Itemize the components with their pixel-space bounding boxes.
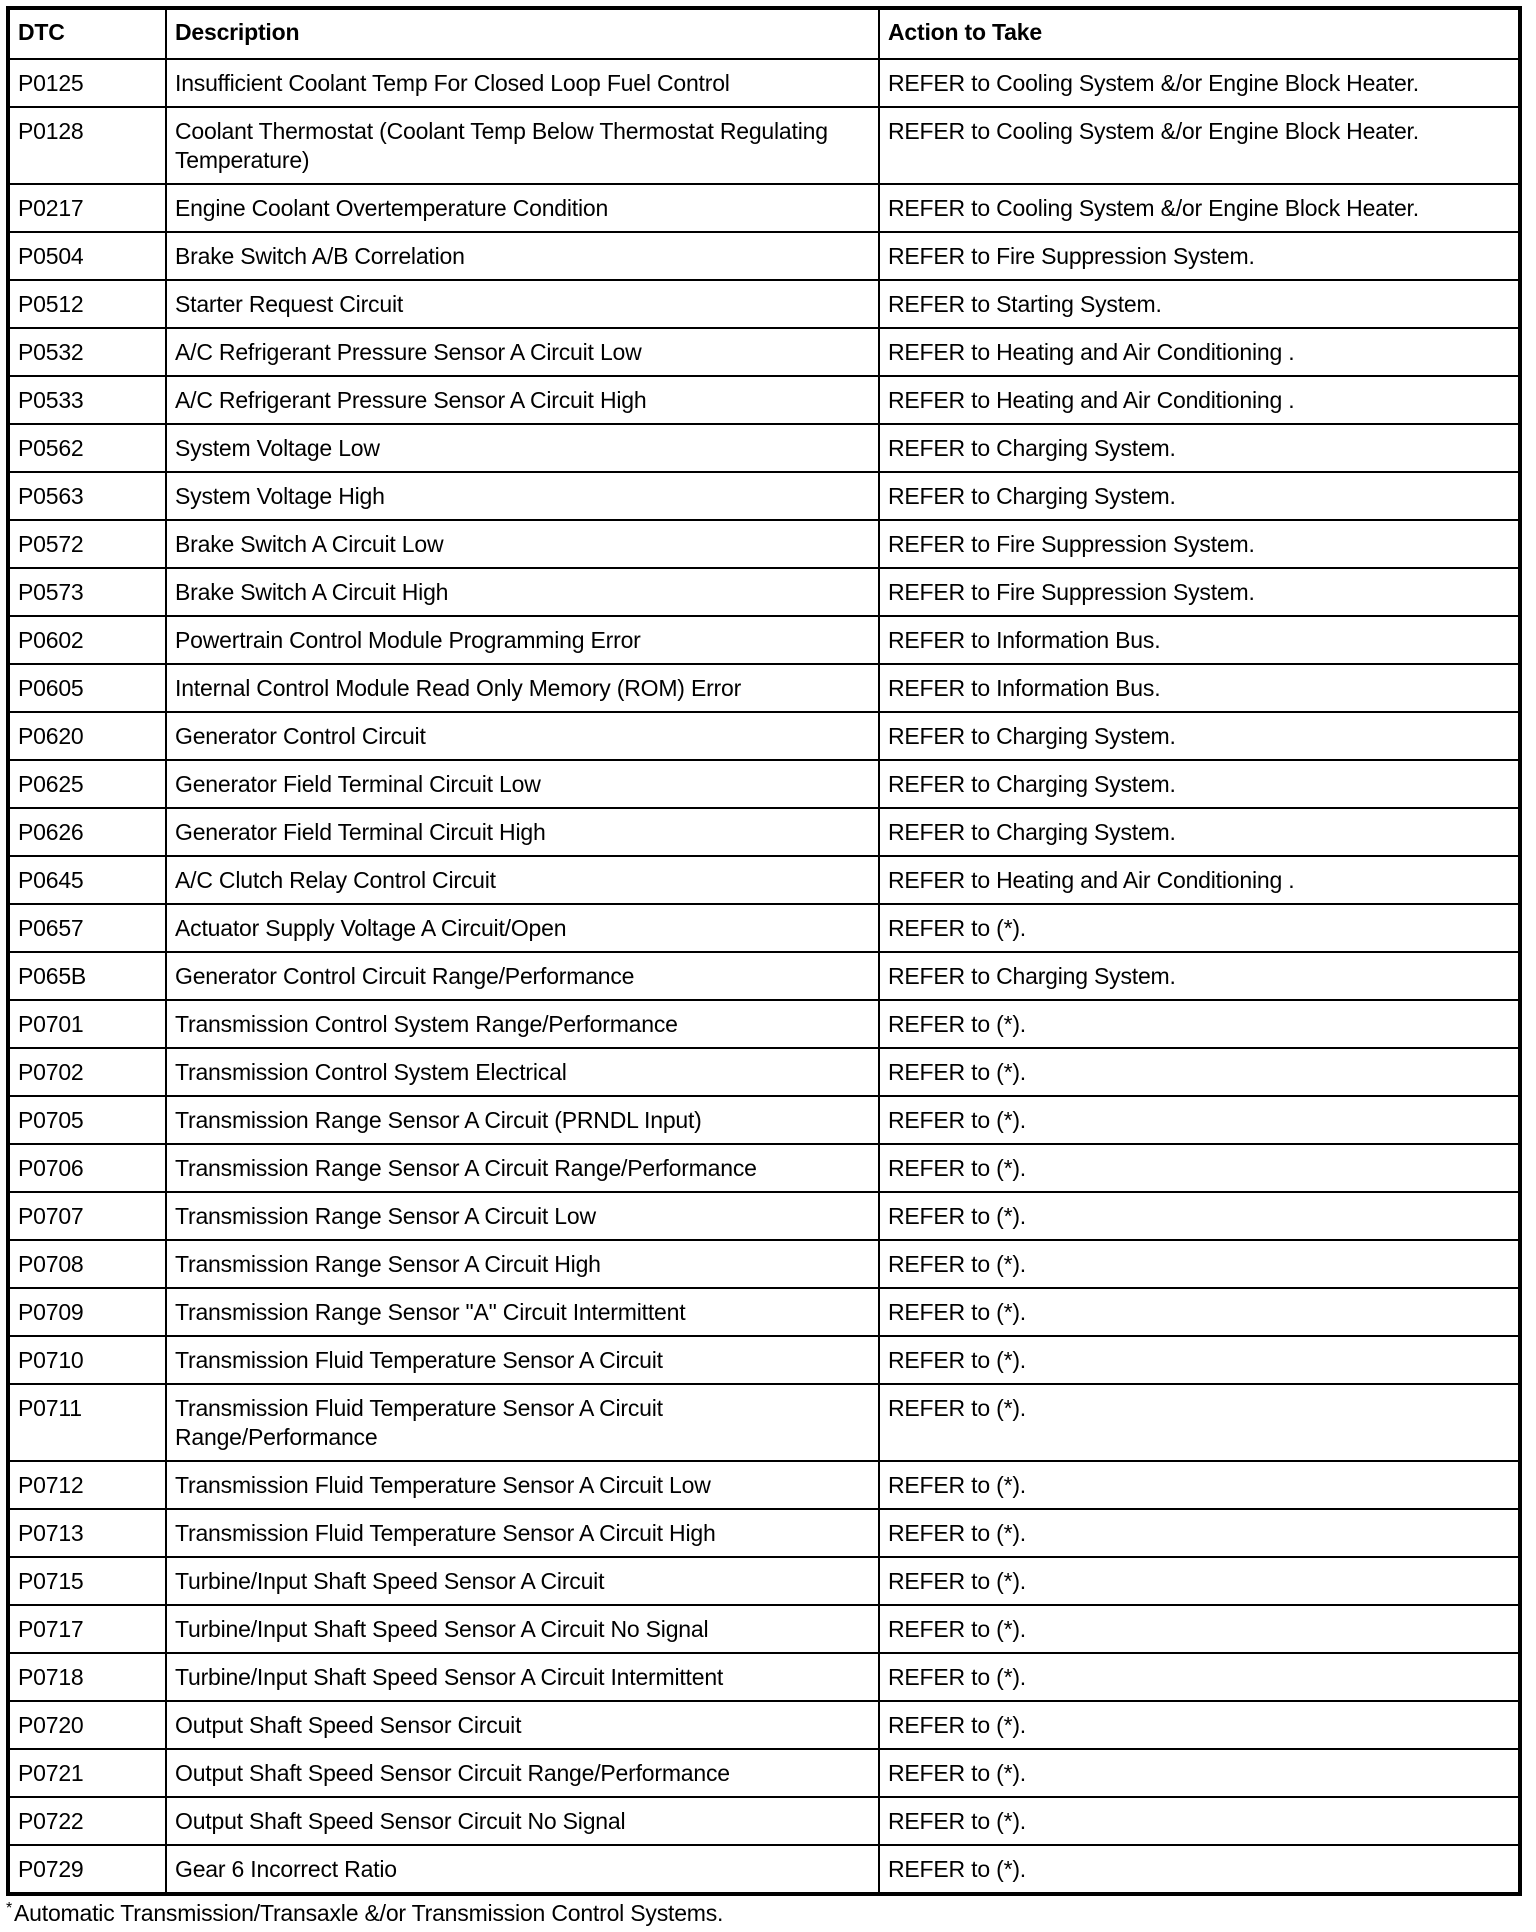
cell-dtc-code: P0718: [8, 1653, 166, 1701]
table-row: [8, 280, 1520, 328]
cell-action: REFER to Fire Suppression System.: [879, 568, 1520, 616]
cell-dtc-code: P0602: [8, 616, 166, 664]
cell-action: REFER to (*).: [879, 1749, 1520, 1797]
cell-dtc-code: P0712: [8, 1461, 166, 1509]
table-row: [8, 1749, 1520, 1797]
table-row: [8, 952, 1520, 1000]
table-row: [8, 904, 1520, 952]
cell-description: Insufficient Coolant Temp For Closed Loop Fuel Control: [166, 59, 879, 107]
table-row: [8, 1509, 1520, 1557]
cell-description: Powertrain Control Module Programming Error: [166, 616, 879, 664]
table-row: [8, 59, 1520, 107]
table-row: [8, 520, 1520, 568]
table-row: [8, 376, 1520, 424]
cell-dtc-code: P0504: [8, 232, 166, 280]
cell-description: System Voltage Low: [166, 424, 879, 472]
cell-dtc-code: P0125: [8, 59, 166, 107]
cell-action: REFER to (*).: [879, 904, 1520, 952]
table-row: [8, 1701, 1520, 1749]
column-header-description: Description: [166, 8, 879, 59]
cell-action: REFER to (*).: [879, 1557, 1520, 1605]
table-row: [8, 1384, 1520, 1461]
cell-dtc-code: P0702: [8, 1048, 166, 1096]
dtc-table: [6, 6, 1522, 1896]
cell-action: REFER to (*).: [879, 1240, 1520, 1288]
cell-description: A/C Clutch Relay Control Circuit: [166, 856, 879, 904]
cell-description: Brake Switch A/B Correlation: [166, 232, 879, 280]
footnote-marker: *: [6, 1900, 13, 1917]
cell-description: Internal Control Module Read Only Memory (ROM) Error: [166, 664, 879, 712]
cell-dtc-code: P0532: [8, 328, 166, 376]
table-row: [8, 856, 1520, 904]
cell-action: REFER to Charging System.: [879, 808, 1520, 856]
cell-dtc-code: P0605: [8, 664, 166, 712]
cell-description: Transmission Fluid Temperature Sensor A Circuit Low: [166, 1461, 879, 1509]
cell-description: Transmission Control System Range/Performance: [166, 1000, 879, 1048]
cell-dtc-code: P0625: [8, 760, 166, 808]
column-header-dtc: DTC: [8, 8, 166, 59]
table-row: [8, 1000, 1520, 1048]
cell-description: Generator Control Circuit Range/Performance: [166, 952, 879, 1000]
table-row: [8, 568, 1520, 616]
cell-description: Output Shaft Speed Sensor Circuit: [166, 1701, 879, 1749]
cell-action: REFER to (*).: [879, 1144, 1520, 1192]
cell-action: REFER to (*).: [879, 1000, 1520, 1048]
cell-dtc-code: P0701: [8, 1000, 166, 1048]
cell-action: REFER to (*).: [879, 1384, 1520, 1461]
table-row: [8, 760, 1520, 808]
table-row: [8, 1288, 1520, 1336]
dtc-table-container: [6, 6, 1522, 1896]
cell-description: Coolant Thermostat (Coolant Temp Below Thermostat Regulating Temperature): [166, 107, 879, 184]
cell-dtc-code: P0706: [8, 1144, 166, 1192]
cell-description: Generator Field Terminal Circuit Low: [166, 760, 879, 808]
cell-dtc-code: P0572: [8, 520, 166, 568]
cell-action: REFER to (*).: [879, 1701, 1520, 1749]
cell-action: REFER to Information Bus.: [879, 616, 1520, 664]
table-row: [8, 1144, 1520, 1192]
table-row: [8, 107, 1520, 184]
cell-action: REFER to Heating and Air Conditioning .: [879, 376, 1520, 424]
cell-description: Transmission Range Sensor A Circuit Range/Performance: [166, 1144, 879, 1192]
cell-dtc-code: P0217: [8, 184, 166, 232]
cell-description: Starter Request Circuit: [166, 280, 879, 328]
table-row: [8, 184, 1520, 232]
cell-dtc-code: P0626: [8, 808, 166, 856]
table-row: [8, 616, 1520, 664]
cell-action: REFER to Heating and Air Conditioning .: [879, 856, 1520, 904]
cell-description: Engine Coolant Overtemperature Condition: [166, 184, 879, 232]
cell-action: REFER to Charging System.: [879, 952, 1520, 1000]
cell-dtc-code: P0710: [8, 1336, 166, 1384]
cell-description: Transmission Fluid Temperature Sensor A Circuit Range/Performance: [166, 1384, 879, 1461]
cell-description: Output Shaft Speed Sensor Circuit No Signal: [166, 1797, 879, 1845]
cell-description: Turbine/Input Shaft Speed Sensor A Circuit: [166, 1557, 879, 1605]
table-row: [8, 1845, 1520, 1894]
cell-description: Transmission Control System Electrical: [166, 1048, 879, 1096]
cell-dtc-code: P0620: [8, 712, 166, 760]
table-row: [8, 1240, 1520, 1288]
cell-description: A/C Refrigerant Pressure Sensor A Circuit High: [166, 376, 879, 424]
cell-action: REFER to Information Bus.: [879, 664, 1520, 712]
table-row: [8, 712, 1520, 760]
table-row: [8, 424, 1520, 472]
cell-action: REFER to (*).: [879, 1797, 1520, 1845]
cell-action: REFER to (*).: [879, 1336, 1520, 1384]
cell-description: Generator Field Terminal Circuit High: [166, 808, 879, 856]
cell-description: Transmission Fluid Temperature Sensor A Circuit: [166, 1336, 879, 1384]
cell-dtc-code: P0128: [8, 107, 166, 184]
cell-dtc-code: P0533: [8, 376, 166, 424]
cell-description: Turbine/Input Shaft Speed Sensor A Circuit No Signal: [166, 1605, 879, 1653]
cell-action: REFER to (*).: [879, 1605, 1520, 1653]
cell-action: REFER to (*).: [879, 1192, 1520, 1240]
table-row: [8, 1192, 1520, 1240]
cell-description: Gear 6 Incorrect Ratio: [166, 1845, 879, 1894]
cell-description: System Voltage High: [166, 472, 879, 520]
cell-description: Transmission Range Sensor A Circuit Low: [166, 1192, 879, 1240]
table-row: [8, 1653, 1520, 1701]
cell-action: REFER to Cooling System &/or Engine Block Heater.: [879, 59, 1520, 107]
cell-dtc-code: P0563: [8, 472, 166, 520]
cell-action: REFER to Heating and Air Conditioning .: [879, 328, 1520, 376]
cell-dtc-code: P065B: [8, 952, 166, 1000]
table-row: [8, 328, 1520, 376]
table-row: [8, 1048, 1520, 1096]
cell-action: REFER to (*).: [879, 1288, 1520, 1336]
cell-dtc-code: P0709: [8, 1288, 166, 1336]
cell-description: Brake Switch A Circuit Low: [166, 520, 879, 568]
cell-action: REFER to (*).: [879, 1845, 1520, 1894]
cell-action: REFER to (*).: [879, 1461, 1520, 1509]
cell-action: REFER to (*).: [879, 1509, 1520, 1557]
cell-dtc-code: P0713: [8, 1509, 166, 1557]
cell-action: REFER to Charging System.: [879, 472, 1520, 520]
cell-description: Brake Switch A Circuit High: [166, 568, 879, 616]
table-row: [8, 1557, 1520, 1605]
cell-dtc-code: P0512: [8, 280, 166, 328]
cell-dtc-code: P0645: [8, 856, 166, 904]
cell-action: REFER to Cooling System &/or Engine Block Heater.: [879, 107, 1520, 184]
cell-action: REFER to Cooling System &/or Engine Block Heater.: [879, 184, 1520, 232]
table-row: [8, 1096, 1520, 1144]
table-row: [8, 232, 1520, 280]
table-header-row: [8, 8, 1520, 59]
cell-dtc-code: P0722: [8, 1797, 166, 1845]
cell-description: Transmission Range Sensor "A" Circuit Intermittent: [166, 1288, 879, 1336]
cell-description: Transmission Fluid Temperature Sensor A Circuit High: [166, 1509, 879, 1557]
cell-dtc-code: P0708: [8, 1240, 166, 1288]
cell-dtc-code: P0705: [8, 1096, 166, 1144]
cell-description: Turbine/Input Shaft Speed Sensor A Circuit Intermittent: [166, 1653, 879, 1701]
cell-description: A/C Refrigerant Pressure Sensor A Circuit Low: [166, 328, 879, 376]
cell-dtc-code: P0707: [8, 1192, 166, 1240]
cell-action: REFER to Starting System.: [879, 280, 1520, 328]
cell-dtc-code: P0573: [8, 568, 166, 616]
cell-dtc-code: P0715: [8, 1557, 166, 1605]
cell-description: Transmission Range Sensor A Circuit (PRNDL Input): [166, 1096, 879, 1144]
table-row: [8, 1336, 1520, 1384]
cell-action: REFER to Charging System.: [879, 760, 1520, 808]
cell-dtc-code: P0729: [8, 1845, 166, 1894]
cell-description: Transmission Range Sensor A Circuit High: [166, 1240, 879, 1288]
cell-description: Actuator Supply Voltage A Circuit/Open: [166, 904, 879, 952]
cell-description: Generator Control Circuit: [166, 712, 879, 760]
cell-dtc-code: P0711: [8, 1384, 166, 1461]
cell-action: REFER to (*).: [879, 1653, 1520, 1701]
cell-dtc-code: P0657: [8, 904, 166, 952]
cell-action: REFER to Charging System.: [879, 712, 1520, 760]
table-row: [8, 664, 1520, 712]
cell-dtc-code: P0717: [8, 1605, 166, 1653]
cell-action: REFER to Fire Suppression System.: [879, 520, 1520, 568]
cell-dtc-code: P0721: [8, 1749, 166, 1797]
cell-dtc-code: P0720: [8, 1701, 166, 1749]
table-row: [8, 1605, 1520, 1653]
table-row: [8, 472, 1520, 520]
cell-action: REFER to Fire Suppression System.: [879, 232, 1520, 280]
footnote-text: Automatic Transmission/Transaxle &/or Transmission Control Systems.: [14, 1900, 724, 1926]
table-body: [8, 59, 1520, 1894]
cell-dtc-code: P0562: [8, 424, 166, 472]
cell-action: REFER to (*).: [879, 1048, 1520, 1096]
column-header-action: Action to Take: [879, 8, 1520, 59]
footnote: [6, 1894, 723, 1928]
table-row: [8, 1461, 1520, 1509]
cell-description: Output Shaft Speed Sensor Circuit Range/Performance: [166, 1749, 879, 1797]
cell-action: REFER to Charging System.: [879, 424, 1520, 472]
cell-action: REFER to (*).: [879, 1096, 1520, 1144]
table-row: [8, 808, 1520, 856]
table-row: [8, 1797, 1520, 1845]
